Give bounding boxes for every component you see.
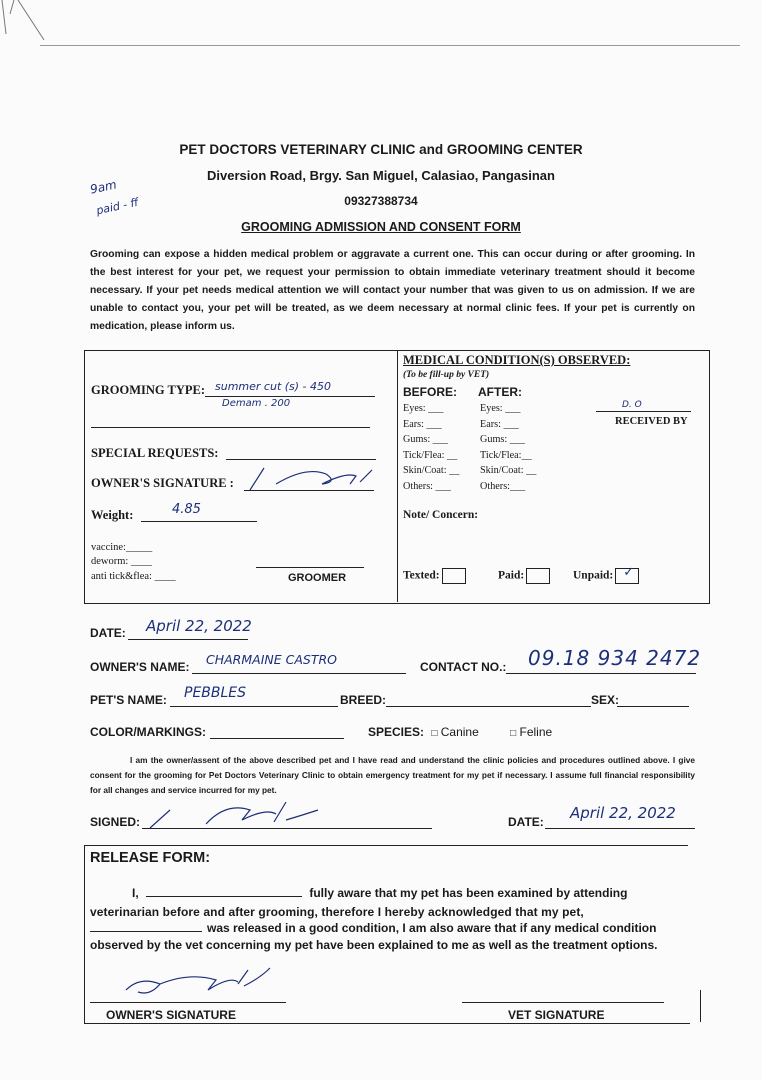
contact-label: CONTACT NO.: (420, 660, 507, 674)
grooming-type-line2 (91, 427, 370, 428)
feline-checkbox[interactable]: □ (510, 728, 517, 739)
signed-date-label: DATE: (508, 815, 544, 829)
before-gums: Gums: ___ (403, 434, 448, 445)
contact-line (506, 673, 696, 674)
breed-line (386, 706, 591, 707)
groomer-label: GROOMER (288, 572, 347, 584)
grooming-type-value: summer cut (s) - 450 (215, 380, 332, 393)
owner-name-value: CHARMAINE CASTRO (206, 652, 337, 667)
consent-paragraph: I am the owner/assent of the above described pet and I have read and understand the clinic policies and procedures outlined above. I give consent for the grooming for Pet Doctors Veterinary Clinic to obtain emergency treatment for my pet if necessary. I assume full financial responsibility for all changes and service incurred for my pet. (90, 755, 695, 795)
after-skin: Skin/Coat: __ (480, 465, 537, 476)
texted-field: Texted: (403, 568, 466, 584)
owner-name-label: OWNER'S NAME: (90, 660, 190, 674)
sex-line (617, 706, 689, 707)
before-others: Others: ___ (403, 480, 451, 492)
release-line1: I, fully aware that my pet has been examined by attending (132, 886, 628, 900)
release-pet-blank (90, 931, 202, 932)
margin-note-paid: paid - ff (95, 195, 140, 218)
after-ears: Ears: ___ (480, 418, 519, 430)
before-tick: Tick/Flea: __ (403, 449, 458, 461)
date-value: April 22, 2022 (146, 617, 252, 635)
top-edge-line (40, 45, 740, 46)
margin-note-time: 9am (88, 177, 118, 197)
after-tick: Tick/Flea:__ (480, 449, 532, 461)
clinic-address: Diversion Road, Brgy. San Miguel, Calasiao, Pangasinan (207, 168, 555, 183)
unpaid-field: Unpaid: ✓ (573, 568, 639, 584)
owner-signature-label: OWNER'S SIGNATURE : (91, 476, 234, 490)
after-others: Others:___ (480, 480, 526, 492)
received-by-value: D. O (622, 400, 642, 410)
note-concern-label: Note/ Concern: (403, 509, 479, 521)
form-title: GROOMING ADMISSION AND CONSENT FORM (241, 220, 521, 234)
clinic-phone: 09327388734 (344, 194, 418, 208)
signed-signature (146, 796, 346, 832)
before-ears: Ears: ___ (403, 418, 442, 430)
canine-label: Canine (440, 725, 479, 739)
release-box-top (84, 845, 688, 846)
pet-name-value: PEBBLES (184, 685, 247, 701)
species-field (368, 725, 552, 739)
canine-checkbox[interactable]: □ (431, 728, 438, 739)
signed-date-value: April 22, 2022 (570, 804, 676, 822)
after-eyes: Eyes: ___ (480, 403, 521, 414)
before-eyes: Eyes: ___ (403, 403, 444, 414)
antitick-label: anti tick&flea: ____ (91, 571, 176, 582)
paid-field: Paid: (498, 568, 550, 584)
paid-checkbox[interactable] (526, 568, 550, 584)
weight-label: Weight: (91, 508, 134, 522)
release-line2: veterinarian before and after grooming, therefore I hereby acknowledged that my pet, (90, 905, 584, 919)
signed-date-line (545, 828, 695, 829)
table-divider (397, 350, 398, 602)
date-line (128, 639, 248, 640)
release-title: RELEASE FORM: (90, 850, 211, 866)
clinic-name: PET DOCTORS VETERINARY CLINIC and GROOMING CENTER (179, 142, 583, 157)
release-vet-sig-line (462, 1002, 664, 1003)
date-label: DATE: (90, 626, 126, 640)
signed-label: SIGNED: (90, 815, 141, 829)
color-line (210, 738, 344, 739)
received-by-line (596, 411, 691, 412)
release-name-blank (146, 896, 302, 897)
owner-name-line (192, 673, 406, 674)
sex-label: SEX: (591, 693, 620, 707)
color-label: COLOR/MARKINGS: (90, 725, 206, 739)
special-requests-line (226, 459, 376, 460)
release-box-right (700, 990, 701, 1022)
before-skin: Skin/Coat: __ (403, 465, 460, 476)
unpaid-check-mark: ✓ (623, 565, 635, 580)
grooming-type-label: GROOMING TYPE: (91, 383, 206, 397)
groomer-line (256, 567, 364, 568)
release-box-bottom (84, 1023, 690, 1024)
weight-value: 4.85 (172, 502, 201, 517)
vet-fill-note: (To be fill-up by VET) (403, 370, 490, 380)
before-list (403, 401, 459, 494)
pet-name-label: PET'S NAME: (90, 693, 167, 707)
release-owner-sig-line (90, 1002, 286, 1003)
before-label: BEFORE: (403, 385, 457, 399)
release-line3: was released in a good condition, I am also aware that if any medical condition (90, 921, 695, 935)
after-list (480, 401, 536, 494)
grooming-type-value2: Demam . 200 (222, 398, 291, 409)
contact-value: 09.18 934 2472 (528, 646, 702, 670)
pet-name-line (170, 706, 338, 707)
corner-mark (0, 0, 50, 40)
deworm-label: deworm: ____ (91, 556, 152, 567)
special-requests-label: SPECIAL REQUESTS: (91, 446, 219, 460)
breed-label: BREED: (340, 693, 387, 707)
grooming-type-line (205, 396, 375, 397)
release-owner-signature (120, 960, 280, 1000)
medical-condition-title: MEDICAL CONDITION(S) OBSERVED: (403, 353, 631, 367)
intro-paragraph: Grooming can expose a hidden medical problem or aggravate a current one. This can occur during or after grooming. In the best interest for your pet, we request your permission to obtain immediate veterinary treatment should it become necessary. If your pet needs medical attention we will contact your number that was given to us on admission. If we are unable to contact you, your pet will be treated, as we deem necessary at normal clinic fees. If your pet is currently on medication, please inform us. (90, 249, 695, 332)
weight-line (141, 521, 257, 522)
release-box-left (84, 845, 85, 1023)
vaccine-label: vaccine:_____ (91, 542, 153, 553)
release-vet-sig-label: VET SIGNATURE (508, 1008, 605, 1022)
after-gums: Gums: ___ (480, 434, 525, 445)
release-line4: observed by the vet concerning my pet have been explained to me as well as the treatment options. (90, 938, 658, 952)
unpaid-checkbox[interactable] (615, 565, 639, 584)
release-owner-sig-label: OWNER'S SIGNATURE (106, 1008, 236, 1022)
feline-label: Feline (519, 725, 553, 739)
texted-checkbox[interactable] (442, 568, 466, 584)
species-label: SPECIES: (368, 725, 425, 739)
received-by-label: RECEIVED BY (615, 416, 688, 427)
owner-signature-scrawl (246, 462, 376, 494)
after-label: AFTER: (478, 385, 522, 399)
